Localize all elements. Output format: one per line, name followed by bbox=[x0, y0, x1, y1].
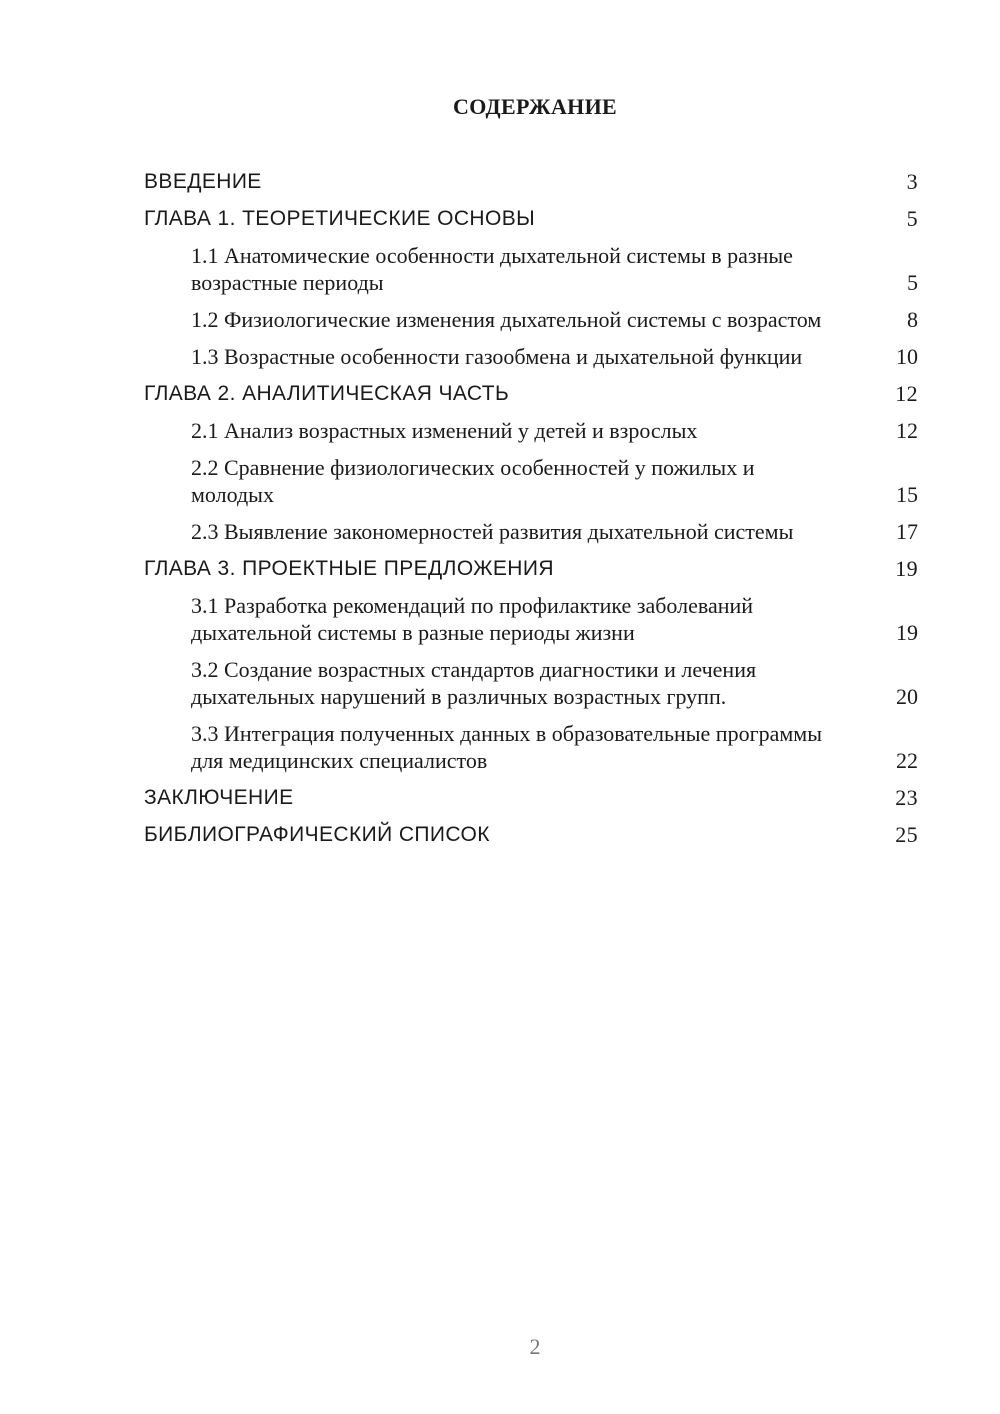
toc-entry-text: 3.1 Разработка рекомендаций по профилактике заболеваний дыхательной системы в разные периоды жизни bbox=[191, 593, 754, 645]
toc-entry-conclusion[interactable] bbox=[144, 784, 918, 811]
toc-entry-section-1-1[interactable] bbox=[144, 242, 918, 296]
toc-entry-text: 3.3 Интеграция полученных данных в образовательные программы для медицинских специалистов bbox=[191, 721, 822, 773]
toc-entry-text: 2.2 Сравнение физиологических особенностей у пожилых и молодых bbox=[191, 455, 755, 507]
toc-entry-page: 19 bbox=[896, 620, 918, 645]
toc-entry-introduction[interactable] bbox=[144, 168, 918, 195]
toc-entry-text: 1.2 Физиологические изменения дыхательной системы с возрастом bbox=[191, 307, 822, 332]
toc-entry-page: 10 bbox=[896, 344, 918, 369]
toc-entry-page: 5 bbox=[906, 206, 918, 231]
toc-entry-section-3-1[interactable] bbox=[144, 592, 918, 646]
toc-entry-text: БИБЛИОГРАФИЧЕСКИЙ СПИСОК bbox=[144, 823, 490, 846]
toc-entry-page: 17 bbox=[896, 519, 918, 544]
toc-entry-section-3-3[interactable] bbox=[144, 720, 918, 774]
toc-entry-page: 23 bbox=[895, 785, 918, 810]
toc-entry-section-1-3[interactable] bbox=[144, 343, 918, 370]
page-title: СОДЕРЖАНИЕ bbox=[453, 94, 617, 119]
toc-entry-page: 20 bbox=[896, 684, 918, 709]
toc-entry-bibliography[interactable] bbox=[144, 821, 918, 848]
toc-entry-text: 1.3 Возрастные особенности газообмена и дыхательной функции bbox=[191, 344, 803, 369]
table-of-contents bbox=[144, 168, 918, 848]
toc-entry-text: 3.2 Создание возрастных стандартов диагностики и лечения дыхательных нарушений в различных возрастных групп. bbox=[191, 657, 757, 709]
page-number: 2 bbox=[529, 1334, 541, 1359]
toc-entry-text: ГЛАВА 3. ПРОЕКТНЫЕ ПРЕДЛОЖЕНИЯ bbox=[144, 557, 554, 580]
toc-entry-page: 12 bbox=[895, 381, 918, 406]
toc-entry-chapter-3[interactable] bbox=[144, 555, 918, 582]
toc-entry-text: 2.3 Выявление закономерностей развития дыхательной системы bbox=[191, 519, 794, 544]
toc-entry-text: ЗАКЛЮЧЕНИЕ bbox=[144, 786, 294, 809]
toc-entry-section-2-3[interactable] bbox=[144, 518, 918, 545]
toc-entry-page: 25 bbox=[895, 822, 918, 847]
toc-entry-text: ГЛАВА 2. АНАЛИТИЧЕСКАЯ ЧАСТЬ bbox=[144, 382, 510, 405]
toc-entry-page: 15 bbox=[896, 482, 918, 507]
toc-entry-page: 8 bbox=[907, 307, 918, 332]
toc-entry-section-1-2[interactable] bbox=[144, 306, 918, 333]
toc-entry-page: 12 bbox=[896, 418, 918, 443]
toc-entry-text: ВВЕДЕНИЕ bbox=[144, 170, 262, 193]
toc-entry-page: 22 bbox=[896, 748, 918, 773]
toc-entry-text: 2.1 Анализ возрастных изменений у детей и взрослых bbox=[191, 418, 698, 443]
toc-entry-page: 5 bbox=[907, 270, 918, 295]
toc-entry-chapter-1[interactable] bbox=[144, 205, 918, 232]
toc-entry-text: 1.1 Анатомические особенности дыхательной системы в разные возрастные периоды bbox=[191, 243, 793, 295]
toc-entry-page: 19 bbox=[895, 556, 918, 581]
toc-entry-section-2-1[interactable] bbox=[144, 417, 918, 444]
toc-entry-section-2-2[interactable] bbox=[144, 454, 918, 508]
toc-entry-page: 3 bbox=[906, 169, 918, 194]
toc-entry-section-3-2[interactable] bbox=[144, 656, 918, 710]
toc-entry-chapter-2[interactable] bbox=[144, 380, 918, 407]
toc-entry-text: ГЛАВА 1. ТЕОРЕТИЧЕСКИЕ ОСНОВЫ bbox=[144, 207, 536, 230]
